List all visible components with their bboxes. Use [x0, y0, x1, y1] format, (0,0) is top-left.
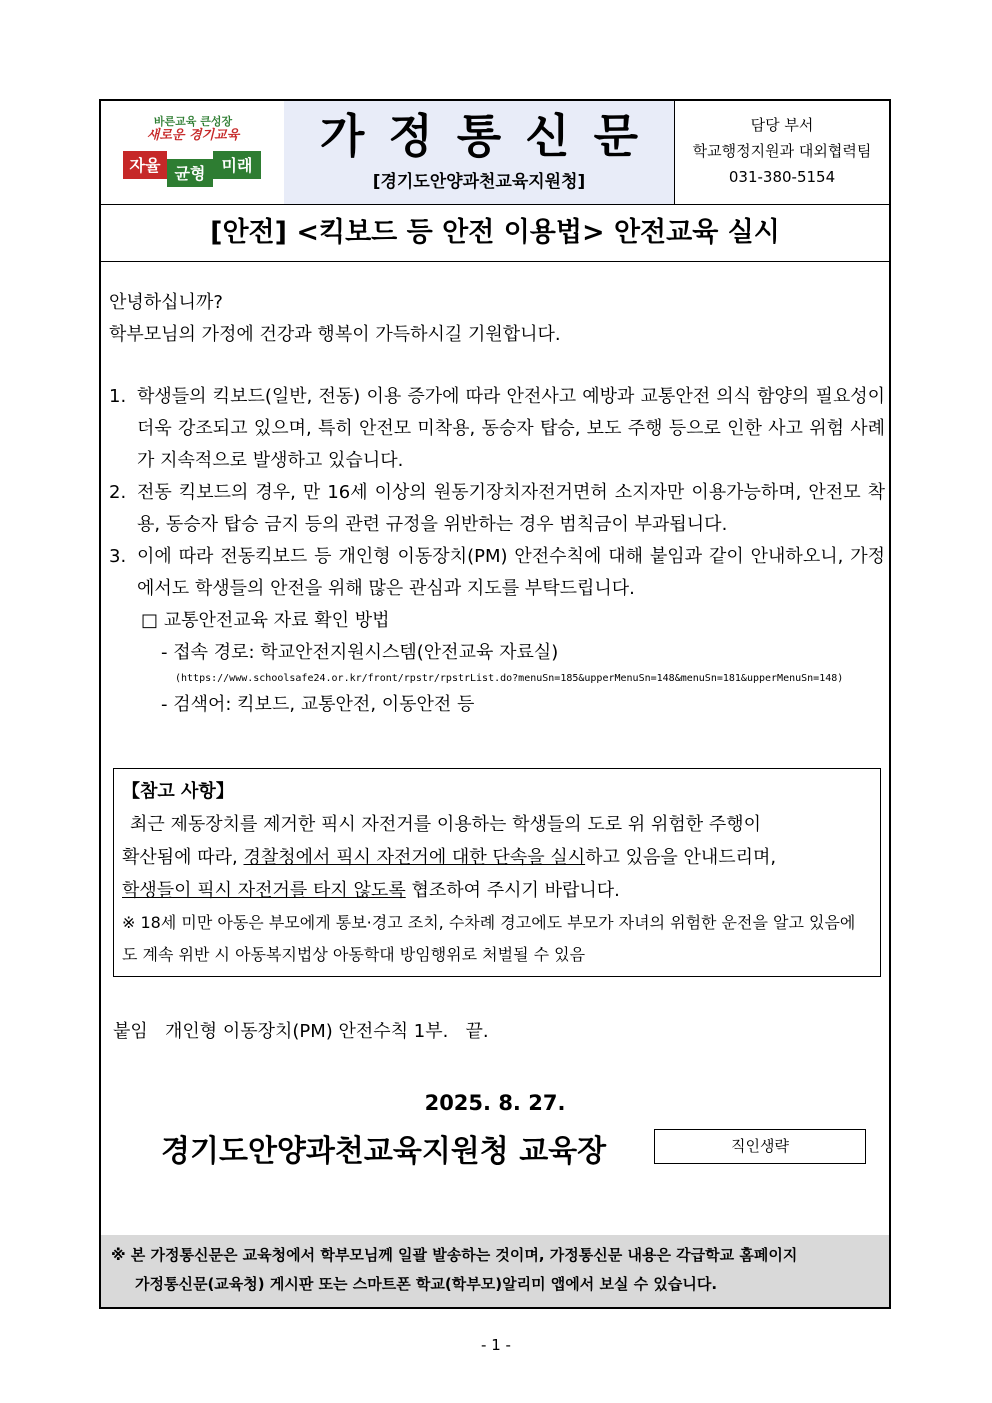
footer-notice	[101, 1235, 889, 1307]
department-cell	[675, 101, 889, 204]
item-number: 2.	[109, 482, 127, 503]
greeting-line-1: 안녕하십니까?	[109, 292, 223, 313]
issue-date: 2025. 8. 27.	[424, 1091, 566, 1115]
footer-line-2: 가정통신문(교육청) 게시판 또는 스마트폰 학교(학부모)알리미 앱에서 보실 수 있습니다.	[135, 1275, 718, 1293]
document-frame	[99, 99, 891, 1309]
spacer	[109, 351, 885, 381]
item-number: 3.	[109, 546, 127, 567]
document-title: 가정통신문	[319, 109, 663, 163]
body-content	[109, 287, 885, 721]
department-label: 담당 부서	[750, 116, 814, 134]
materials-url-link[interactable]: (https://www.schoolsafe24.or.kr/front/rpstr/rpstrList.do?menuSn=185&upperMenuSn=148&menuSn=181&upperMenuSn=148)	[175, 673, 844, 684]
logo-word-1: 자율	[129, 156, 161, 175]
page-number: - 1 -	[481, 1336, 511, 1354]
note-title: 【참고 사항】	[122, 781, 234, 802]
greeting-line-2: 학부모님의 가정에 건강과 행복이 가득하시길 기원합니다.	[109, 324, 561, 345]
list-item-3	[109, 541, 885, 605]
list-item-2	[109, 477, 885, 541]
item-number: 1.	[109, 386, 127, 407]
subject-heading: [안전] <킥보드 등 안전 이용법> 안전교육 실시	[101, 204, 889, 262]
logo-line1: 바른교육 큰성장	[153, 115, 233, 128]
footer-line-1: ※ 본 가정통신문은 교육청에서 학부모님께 일괄 발송하는 것이며, 가정통신문 내용은 각급학교 홈페이지	[111, 1246, 798, 1264]
note-underline-2: 학생들이 픽시 자전거를 타지 않도록	[122, 880, 406, 901]
logo-graphic	[101, 101, 284, 204]
list-item-1	[109, 381, 885, 477]
note-line-1: 최근 제동장치를 제거한 픽시 자전거를 이용하는 학생들의 도로 위 위험한 주행이	[130, 814, 762, 835]
note-line-3: 학생들이 픽시 자전거를 타지 않도록 협조하여 주시기 바랍니다.	[122, 880, 620, 901]
materials-route: - 접속 경로: 학교안전지원시스템(안전교육 자료실)	[161, 642, 559, 663]
title-cell	[284, 101, 675, 204]
attachment-line: 붙임 개인형 이동장치(PM) 안전수칙 1부. 끝.	[113, 1021, 489, 1042]
header-table	[101, 101, 889, 205]
note-underline-1: 경찰청에서 픽시 자전거에 대한 단속을 실시	[243, 847, 586, 868]
materials-heading: □ 교통안전교육 자료 확인 방법	[141, 610, 390, 631]
signer: 경기도안양과천교육지원청 교육장	[161, 1134, 607, 1169]
reference-note-box	[113, 768, 881, 977]
item-text: 학생들의 킥보드(일반, 전동) 이용 증가에 따라 안전사고 예방과 교통안전 의식 함양의 필요성이 더욱 강조되고 있으며, 특히 안전모 미착용, 동승자 탑승, 보도 주행 등으로 인한 사고 위험 사례가 지속적으로 발생하고 있습니다.	[137, 386, 885, 471]
department-name: 학교행정지원과 대외협력팀	[692, 142, 872, 160]
materials-keywords: - 검색어: 킥보드, 교통안전, 이동안전 등	[161, 694, 475, 715]
department-phone: 031-380-5154	[728, 168, 836, 186]
logo-word-2: 균형	[174, 164, 206, 183]
item-text: 전동 킥보드의 경우, 만 16세 이상의 원동기장치자전거면허 소지자만 이용가능하며, 안전모 착용, 동승자 탑승 금지 등의 관련 규정을 위반하는 경우 범칙금이 부과됩니다.	[137, 482, 885, 535]
education-logo	[101, 101, 285, 204]
logo-line2: 새로운 경기교육	[146, 128, 240, 143]
item-text: 이에 따라 전동킥보드 등 개인형 이동장치(PM) 안전수칙에 대해 붙임과 같이 안내하오니, 가정에서도 학생들의 안전을 위해 많은 관심과 지도를 부탁드립니다.	[137, 546, 885, 599]
seal-omitted-box: 직인생략	[654, 1129, 866, 1164]
logo-word-3: 미래	[221, 156, 253, 175]
issuing-organization: [경기도안양과천교육지원청]	[372, 172, 586, 192]
note-line-2: 확산됨에 따라, 경찰청에서 픽시 자전거에 대한 단속을 실시하고 있음을 안내드리며,	[122, 847, 777, 868]
note-warning: ※ 18세 미만 아동은 부모에게 통보·경고 조치, 수차례 경고에도 부모가 자녀의 위험한 운전을 알고 있음에도 계속 위반 시 아동복지법상 아동학대 방임행위로 처벌될 수 있음	[122, 913, 856, 964]
